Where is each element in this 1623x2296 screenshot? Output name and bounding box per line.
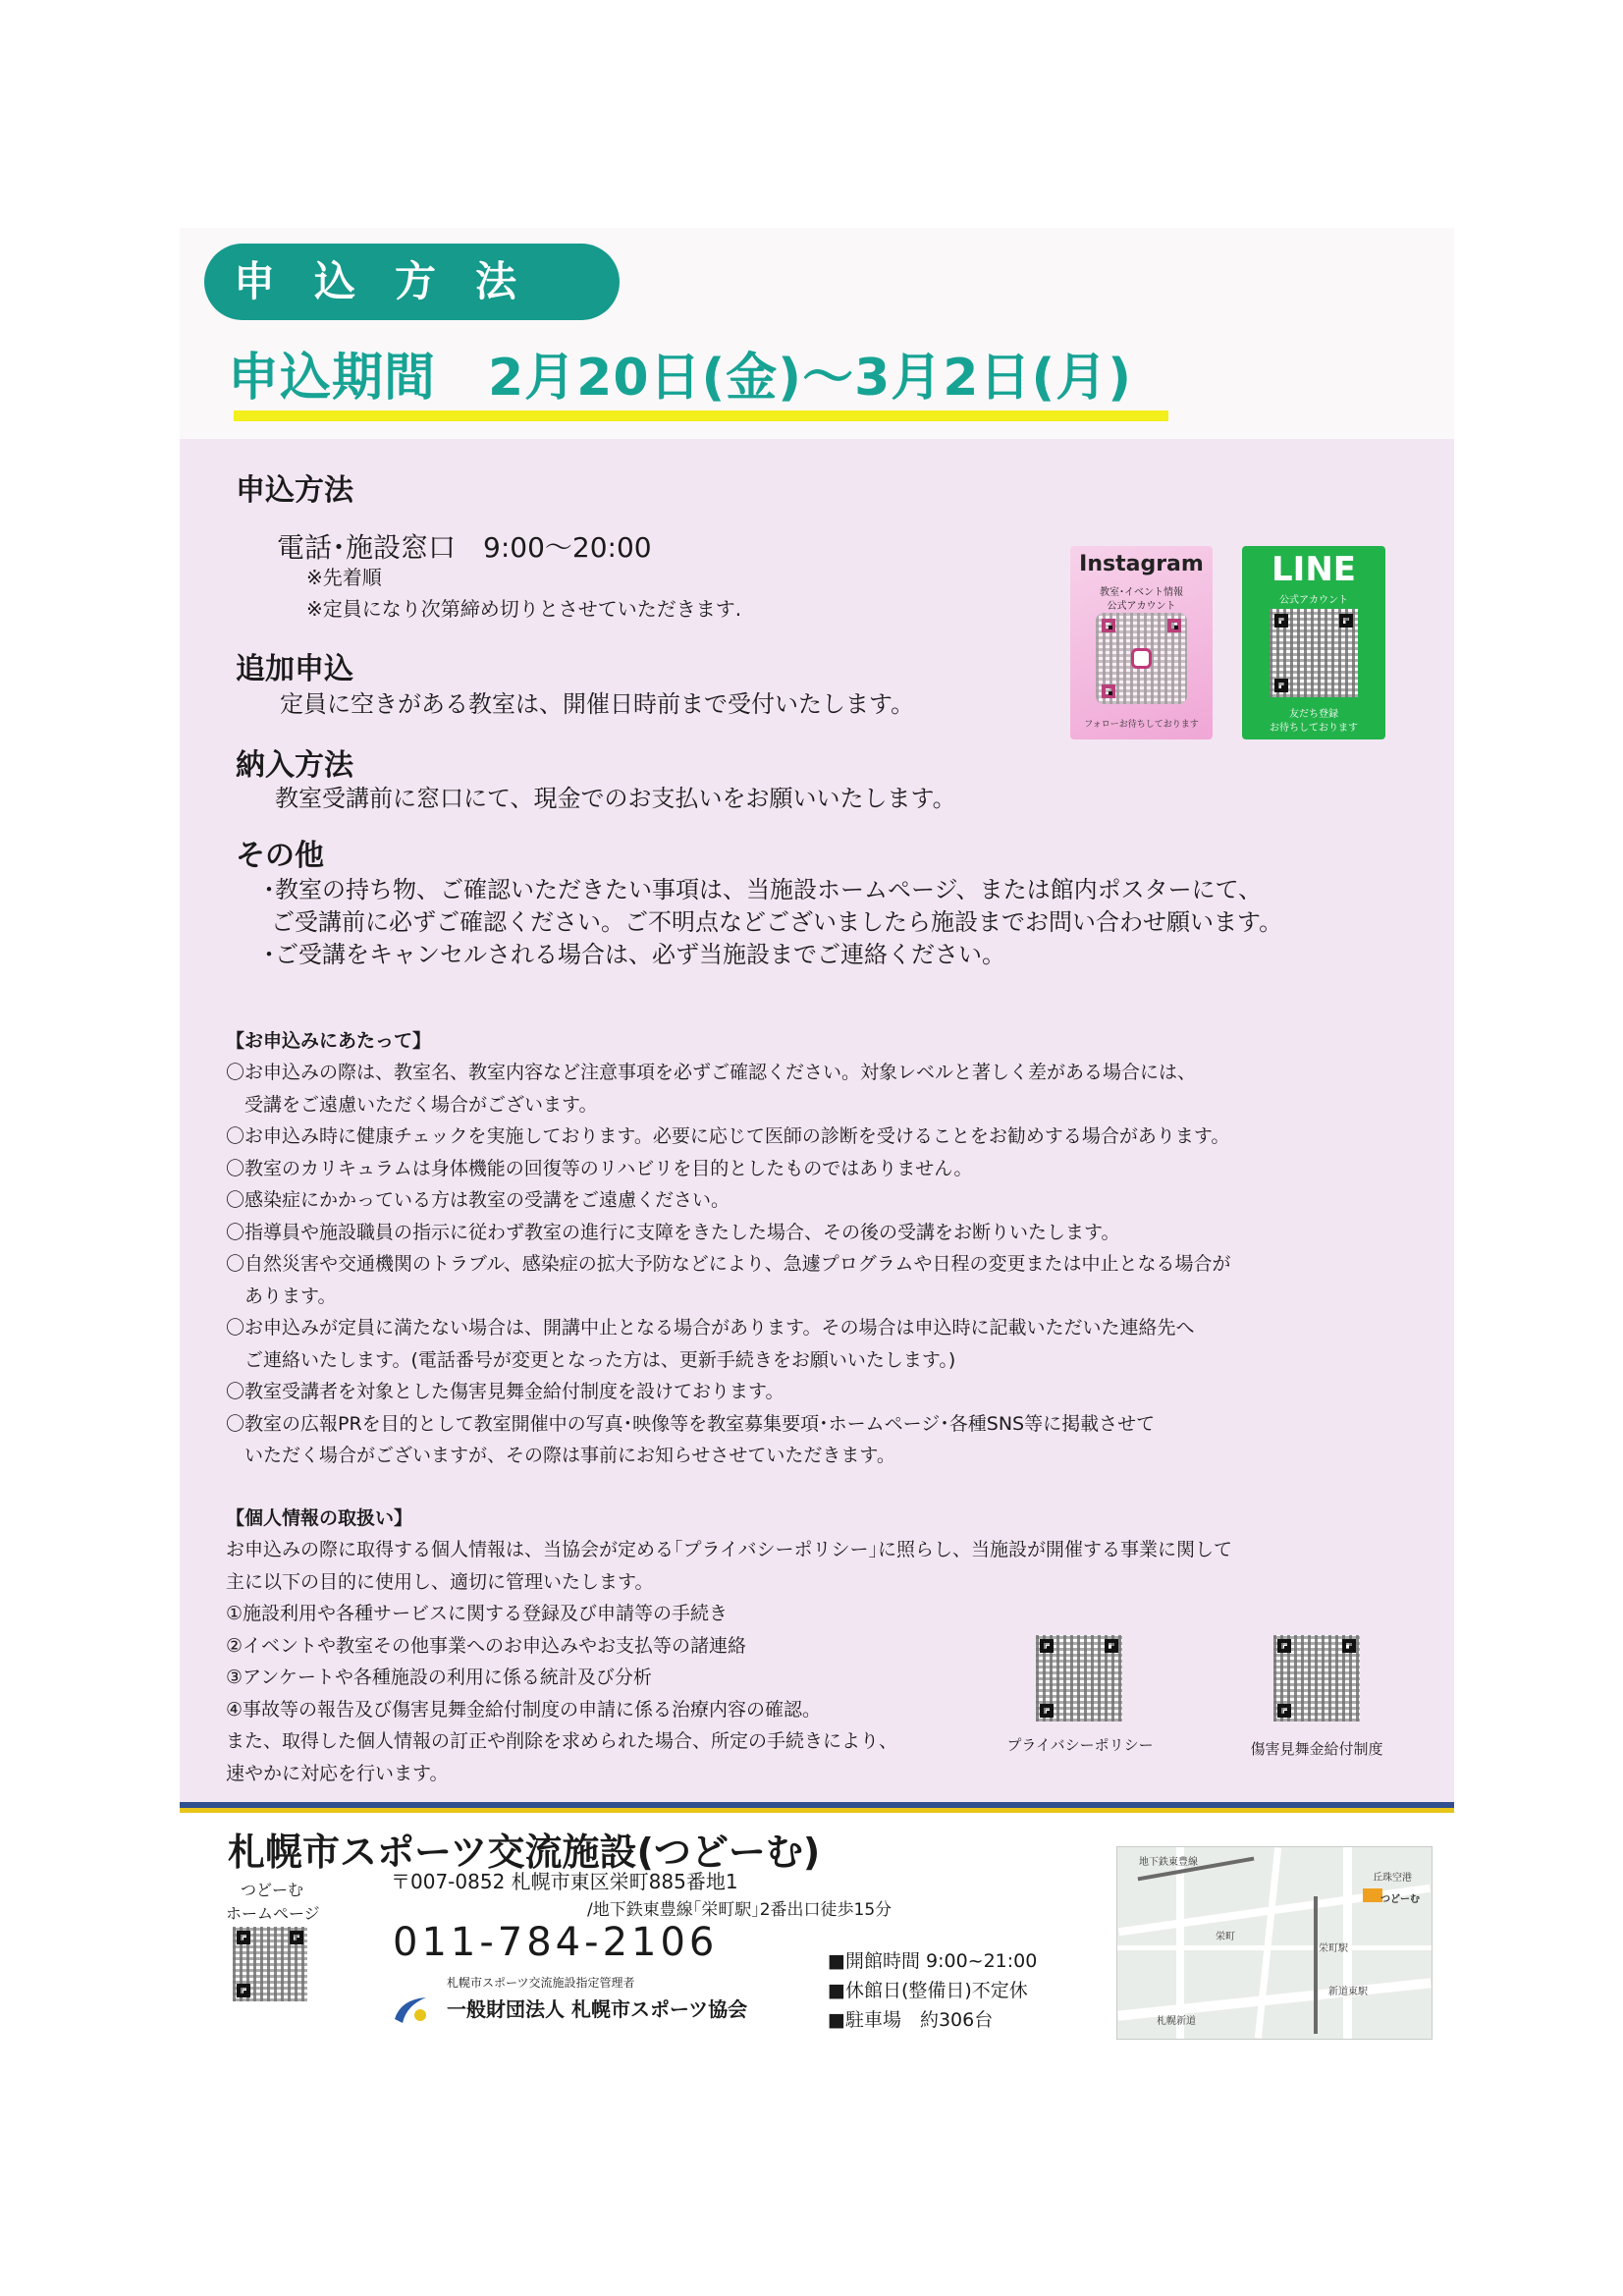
privacy-line: 速やかに対応を行います。 (226, 1762, 449, 1784)
line-qr-code[interactable] (1270, 609, 1358, 697)
tsudome-marker-icon (1363, 1888, 1382, 1902)
closed-days: ■休館日(整備日)不定休 (828, 1980, 1028, 2001)
payment-text: 教室受講前に窓口にて、現金でのお支払いをお願いいたします。 (275, 785, 956, 812)
notes-line: 受講をご遠慮いただく場合がございます。 (226, 1093, 598, 1116)
notes-line: 〇自然災害や交通機関のトラブル、感染症の拡大予防などにより、急遽プログラムや日程の変更または中止となる場合が (226, 1253, 1231, 1275)
privacy-policy-qr-code[interactable] (1036, 1635, 1122, 1722)
privacy-line: ④事故等の報告及び傷害見舞金給付制度の申請に係る治療内容の確認。 (226, 1698, 822, 1721)
privacy-line: ③アンケートや各種施設の利用に係る統計及び分析 (226, 1667, 652, 1688)
instagram-card[interactable] (1070, 546, 1213, 739)
parking-info: ■駐車場 約306台 (828, 2009, 994, 2031)
map-label: 札幌新道 (1157, 2016, 1196, 2027)
notes-line: あります。 (226, 1285, 337, 1307)
notes-line: 〇お申込みの際は、教室名、教室内容など注意事項を必ずご確認ください。対象レベルと著しく差がある場合には、 (226, 1062, 1197, 1083)
organization-name: 一般財団法人 札幌市スポーツ協会 (447, 1997, 748, 2021)
facility-address: 〒007-0852 札幌市東区栄町885番地1 (391, 1870, 738, 1893)
instagram-follow-text: フォローお待ちしております (1084, 720, 1199, 730)
facility-name: 札幌市スポーツ交流施設(つどーむ) (228, 1831, 821, 1874)
map-label: 新道東駅 (1328, 1987, 1368, 1997)
additional-text: 定員に空きがある教室は、開催日時前まで受付いたします。 (280, 690, 915, 718)
apply-heading: 申込方法 (236, 473, 353, 508)
privacy-line: ①施設利用や各種サービスに関する登録及び申請等の手続き (226, 1603, 729, 1624)
line-foot2: お待ちしております (1270, 723, 1358, 734)
apply-phone-window: 電話･施設窓口 9:00～20:00 (277, 531, 652, 564)
additional-heading: 追加申込 (236, 652, 353, 686)
notes-line: ご連絡いたします。(電話番号が変更となった方は、更新手続きをお願いいたします。) (226, 1348, 956, 1371)
line-card[interactable] (1242, 546, 1385, 739)
other-line-1: ･教室の持ち物、ご確認いただきたい事項は、当施設ホームページ、または館内ポスターにて、 (263, 876, 1263, 903)
map-label: 地下鉄東豊線 (1139, 1857, 1198, 1868)
map-label: 丘珠空港 (1373, 1873, 1412, 1884)
application-period: 申込期間 2月20日(金)～3月2日(月) (228, 349, 1132, 408)
map-label: 栄町 (1216, 1932, 1235, 1942)
instagram-sub2: 公式アカウント (1107, 601, 1176, 612)
privacy-line: 主に以下の目的に使用し、適切に管理いたします。 (226, 1570, 654, 1593)
injury-benefit-qr-label: 傷害見舞金給付制度 (1250, 1740, 1383, 1758)
homepage-label-2: ホームページ (226, 1904, 320, 1923)
privacy-line: お申込みの際に取得する個人情報は、当協会が定める｢プライバシーポリシー｣に照らし、当施設が開催する事業に関して (226, 1539, 1233, 1560)
privacy-policy-qr-label: プライバシーポリシー (1006, 1736, 1154, 1754)
access-map[interactable] (1116, 1846, 1433, 2040)
instagram-logo-icon (1131, 648, 1152, 669)
notes-line: 〇教室の広報PRを目的として教室開催中の写真･映像等を教室募集要項･ホームページ･各種SNS等に掲載させて (226, 1412, 1156, 1435)
notes-line: いただく場合がございますが、その際は事前にお知らせさせていただきます。 (226, 1445, 895, 1466)
line-sub: 公式アカウント (1279, 595, 1348, 606)
notes-line: 〇教室のカリキュラムは身体機能の回復等のリハビリを目的としたものではありません。 (226, 1157, 973, 1179)
other-line-3: ･ご受講をキャンセルされる場合は、必ず当施設までご連絡ください。 (263, 941, 1005, 968)
notes-line: 〇お申込み時に健康チェックを実施しております。必要に応じて医師の診断を受けることをお勧めする場合があります。 (226, 1125, 1230, 1147)
facility-phone[interactable]: 011-784-2106 (393, 1920, 719, 1965)
privacy-line: また、取得した個人情報の訂正や削除を求められた場合、所定の手続きにより、 (226, 1730, 898, 1752)
instagram-qr-code[interactable] (1096, 613, 1187, 704)
manager-note: 札幌市スポーツ交流施設指定管理者 (447, 1976, 635, 1990)
opening-hours: ■開館時間 9:00~21:00 (828, 1950, 1038, 1972)
homepage-qr-code[interactable] (233, 1927, 307, 2001)
apply-note-capacity: ※定員になり次第締め切りとさせていただきます. (306, 597, 742, 621)
injury-benefit-qr-code[interactable] (1273, 1635, 1360, 1722)
footer-divider-yellow (180, 1808, 1454, 1813)
other-heading: その他 (236, 839, 324, 873)
line-foot1: 友だち登録 (1289, 709, 1338, 720)
other-line-2: ご受講前に必ずご確認ください。ご不明点などございましたら施設までお問い合わせ願います。 (271, 908, 1283, 936)
sports-association-logo-icon (391, 1990, 430, 2029)
map-label: つどーむ (1380, 1894, 1420, 1905)
instagram-title: Instagram (1079, 552, 1204, 576)
payment-heading: 納入方法 (236, 748, 353, 783)
notes-heading: 【お申込みにあたって】 (226, 1030, 432, 1052)
facility-access: /地下鉄東豊線｢栄町駅｣2番出口徒歩15分 (587, 1900, 893, 1920)
apply-note-first-come: ※先着順 (306, 566, 382, 589)
notes-line: 〇教室受講者を対象とした傷害見舞金給付制度を設けております。 (226, 1381, 784, 1402)
privacy-heading: 【個人情報の取扱い】 (226, 1507, 413, 1529)
notes-list (226, 1057, 1231, 1472)
line-title: LINE (1271, 550, 1356, 589)
homepage-label-1: つどーむ (241, 1881, 304, 1899)
map-label: 栄町駅 (1319, 1943, 1348, 1954)
period-underline (234, 410, 1168, 421)
section-label-pill: 申込方法 (204, 244, 620, 320)
instagram-sub1: 教室･イベント情報 (1100, 587, 1183, 598)
notes-line: 〇感染症にかかっている方は教室の受講をご遠慮ください。 (226, 1189, 730, 1211)
notes-line: 〇お申込みが定員に満たない場合は、開講中止となる場合があります。その場合は申込時に記載いただいた連絡先へ (226, 1317, 1195, 1339)
notes-line: 〇指導員や施設職員の指示に従わず教室の進行に支障をきたした場合、その後の受講をお断りいたします。 (226, 1221, 1120, 1243)
privacy-line: ②イベントや教室その他事業へのお申込みやお支払等の諸連絡 (226, 1634, 747, 1657)
